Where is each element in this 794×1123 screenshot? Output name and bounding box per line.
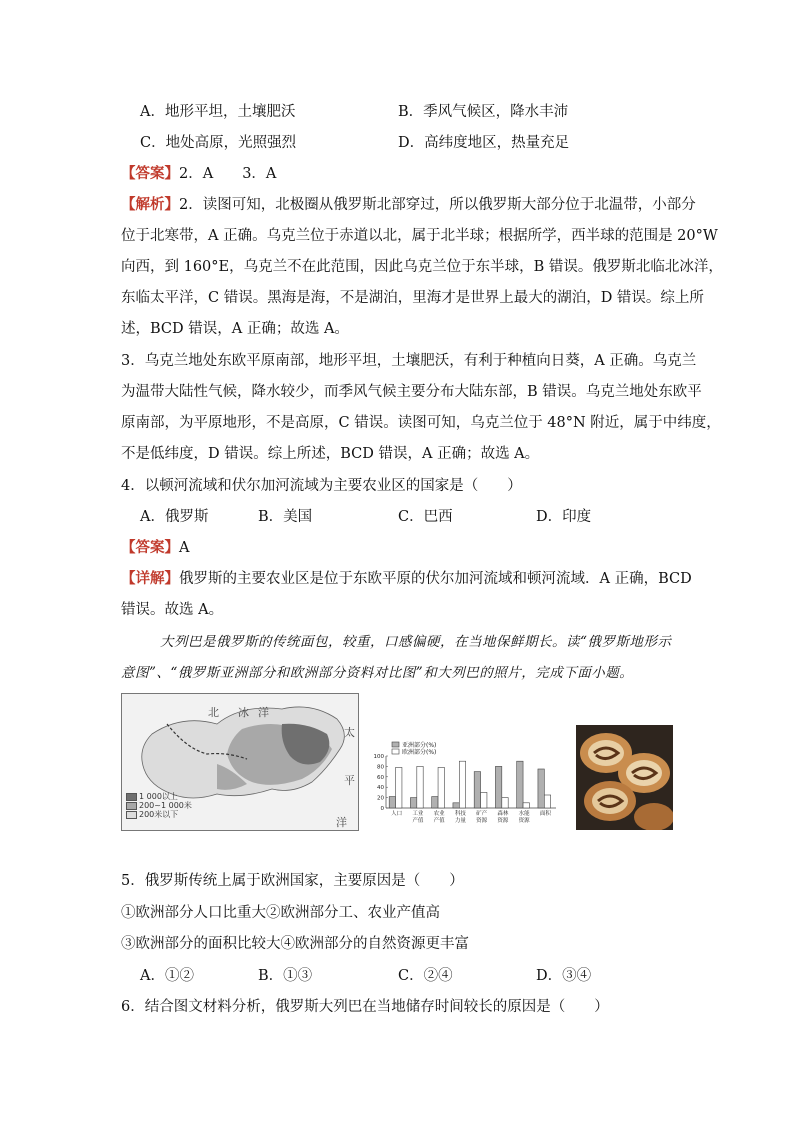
q4-detail-text: 俄罗斯的主要农业区是位于东欧平原的伏尔加河流域和顿河流域．A 正确，BCD xyxy=(179,571,692,587)
q3-line-2: 为温带大陆性气候，降水较少，而季风气候主要分布大陆东部，B 错误。乌克兰地处东欧平 xyxy=(121,384,702,400)
bar-europe xyxy=(438,767,444,808)
q5-stem: 5．俄罗斯传统上属于欧洲国家，主要原因是（ ） xyxy=(121,873,464,889)
x-tick-label: 森林 xyxy=(497,811,509,817)
y-tick-label: 60 xyxy=(377,774,384,781)
x-tick-label: 工业 xyxy=(412,811,424,817)
legend-label-low: 200米以下 xyxy=(139,810,179,819)
bar-asia xyxy=(474,772,480,808)
q4-answer-value: A xyxy=(179,540,190,556)
map-label-bei: 北 xyxy=(208,706,219,719)
option-a: A．地形平坦，土壤肥沃 xyxy=(140,104,296,120)
map-label-yang: 洋 xyxy=(258,706,269,719)
bar-asia xyxy=(495,766,501,808)
legend-swatch-0 xyxy=(392,742,399,747)
legend-swatch-1 xyxy=(392,749,399,754)
answer-text: 2．A 3．A xyxy=(179,166,277,182)
x-tick-label: 农业 xyxy=(433,811,445,817)
legend-label-0: 亚洲部分(%) xyxy=(402,742,437,749)
analysis-text: 2．读图可知，北极圈从俄罗斯北部穿过，所以俄罗斯大部分位于北温带，小部分 xyxy=(179,197,696,213)
q4-option-c: C．巴西 xyxy=(398,509,453,525)
q6-stem: 6．结合图文材料分析，俄罗斯大列巴在当地储存时间较长的原因是（ ） xyxy=(121,999,609,1015)
analysis-line-5: 述，BCD 错误，A 正确；故选 A。 xyxy=(121,321,349,337)
y-tick-label: 20 xyxy=(377,795,384,802)
analysis-line-2: 位于北寒带，A 正确。乌克兰位于赤道以北，属于北半球；根据所学，西半球的范围是 20°W xyxy=(121,228,718,244)
russia-terrain-map xyxy=(121,693,359,831)
bar-europe xyxy=(523,803,529,808)
x-tick-label: 水能 xyxy=(518,811,530,817)
q5-option-d: D．③④ xyxy=(536,968,592,984)
analysis-line-1 xyxy=(121,195,696,215)
legend-swatch-low xyxy=(126,811,137,819)
bar-asia xyxy=(517,761,523,808)
q4-stem: 4．以顿河流域和伏尔加河流域为主要农业区的国家是（ ） xyxy=(121,478,522,494)
q4-option-b: B．美国 xyxy=(258,509,313,525)
x-tick-label: 资源 xyxy=(476,818,488,824)
x-tick-label: 科技 xyxy=(454,811,466,817)
map-label-yang2: 洋 xyxy=(336,816,347,829)
legend-label-high: 1 000以上 xyxy=(139,792,178,801)
bar-europe xyxy=(417,766,423,808)
option-b: B．季风气候区，降水丰沛 xyxy=(398,104,569,120)
q4-option-a: A．俄罗斯 xyxy=(140,509,209,525)
option-d: D．高纬度地区，热量充足 xyxy=(398,135,570,151)
q4-option-d: D．印度 xyxy=(536,509,592,525)
q5-option-a: A．①② xyxy=(140,968,194,984)
y-tick-label: 0 xyxy=(380,806,384,812)
legend-label-1: 欧洲部分(%) xyxy=(402,749,437,756)
chart-svg xyxy=(366,740,562,836)
analysis-tag: 【解析】 xyxy=(121,196,179,213)
intro-line-2: 意图”、“俄罗斯亚洲部分和欧洲部分资料对比图”和大列巴的照片，完成下面小题。 xyxy=(121,665,634,681)
x-tick-label: 力量 xyxy=(454,818,466,824)
bar-europe xyxy=(544,795,550,808)
x-tick-label: 面积 xyxy=(539,811,551,817)
bar-asia xyxy=(410,798,416,808)
map-label-bing: 冰 xyxy=(238,706,249,719)
x-tick-label: 产值 xyxy=(412,818,424,824)
q4-detail-line-2: 错误。故选 A。 xyxy=(121,602,224,618)
q4-detail-line-1 xyxy=(121,569,692,589)
option-c: C．地处高原，光照强烈 xyxy=(140,135,297,151)
analysis-line-3: 向西，到 160°E，乌克兰不在此范围，因此乌克兰位于东半球，B 错误。俄罗斯北临北冰洋， xyxy=(121,259,723,275)
q3-line-4: 不是低纬度，D 错误。综上所述，BCD 错误，A 正确；故选 A。 xyxy=(121,446,540,462)
q3-line-1: 3．乌克兰地处东欧平原南部，地形平坦，土壤肥沃，有利于种植向日葵，A 正确。乌克兰 xyxy=(121,353,697,369)
x-tick-label: 产值 xyxy=(433,818,445,824)
q5-option-b: B．①③ xyxy=(258,968,313,984)
answer-tag: 【答案】 xyxy=(121,165,179,182)
legend-swatch-mid xyxy=(126,802,137,810)
q4-answer-tag: 【答案】 xyxy=(121,539,179,556)
bar-asia xyxy=(389,797,395,808)
q3-line-3: 原南部，为平原地形，不是高原，C 错误。读图可知，乌克兰位于 48°N 附近，属于中纬度， xyxy=(121,415,721,431)
intro-line-1: 大列巴是俄罗斯的传统面包，较重，口感偏硬，在当地保鲜期长。读“俄罗斯地形示 xyxy=(160,634,672,650)
y-tick-label: 40 xyxy=(377,785,384,792)
bread-photo xyxy=(576,725,673,830)
x-tick-label: 矿产 xyxy=(476,811,488,817)
asia-europe-comparison-chart xyxy=(366,740,562,836)
q5-option-c: C．②④ xyxy=(398,968,453,984)
bar-asia xyxy=(453,803,459,808)
map-label-ping: 平 xyxy=(344,774,355,787)
y-tick-label: 100 xyxy=(373,754,384,760)
bar-europe xyxy=(502,798,508,808)
bar-asia xyxy=(432,797,438,808)
y-tick-label: 80 xyxy=(377,764,384,771)
q5-item-2: ③欧洲部分的面积比较大④欧洲部分的自然资源更丰富 xyxy=(121,936,469,952)
analysis-line-4: 东临太平洋，C 错误。黑海是海，不是湖泊，里海才是世界上最大的湖泊，D 错误。综上所 xyxy=(121,290,704,306)
q4-answer xyxy=(121,538,189,558)
bar-europe xyxy=(459,761,465,808)
legend-swatch-high xyxy=(126,793,137,801)
x-tick-label: 资源 xyxy=(497,818,509,824)
bar-asia xyxy=(538,769,544,808)
q5-item-1: ①欧洲部分人口比重大②欧洲部分工、农业产值高 xyxy=(121,905,440,921)
map-label-tai: 太 xyxy=(344,726,355,739)
x-tick-label: 资源 xyxy=(518,818,530,824)
legend-label-mid: 200~1 000米 xyxy=(139,801,192,810)
bar-europe xyxy=(481,792,487,808)
bar-europe xyxy=(396,767,402,808)
map-legend xyxy=(126,792,192,819)
answer-line xyxy=(121,164,276,184)
q4-detail-tag: 【详解】 xyxy=(121,570,179,587)
x-tick-label: 人口 xyxy=(391,811,403,817)
bread-image xyxy=(576,725,673,830)
